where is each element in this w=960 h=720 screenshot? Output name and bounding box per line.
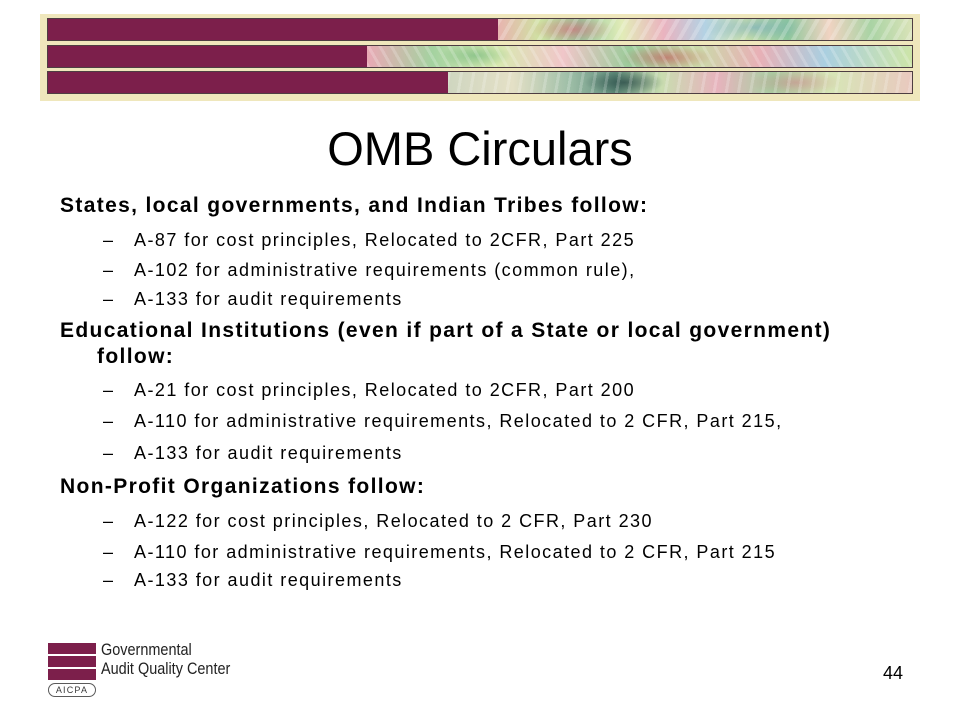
bullet-dash: – [103, 511, 114, 531]
logo-text-line2: Audit Quality Center [101, 659, 231, 678]
slide-title: OMB Circulars [327, 122, 633, 175]
logo-stripe [48, 643, 96, 654]
page-number: 44 [883, 663, 904, 683]
bullet-text: A-21 for cost principles, Relocated to 2CFR, Part 200 [134, 380, 636, 400]
bullet-text: A-102 for administrative requirements (common rule), [134, 260, 636, 280]
bullet-dash: – [103, 411, 114, 431]
header-banner [40, 14, 920, 101]
bullet-dash: – [103, 230, 114, 250]
logo-stripe [48, 656, 96, 667]
bullet-item [103, 410, 783, 432]
banner-bar [47, 18, 913, 41]
banner-bar [47, 45, 913, 68]
bullet-item [103, 510, 653, 532]
banner-maroon-segment [48, 46, 367, 67]
bullet-text: A-110 for administrative requirements, Relocated to 2 CFR, Part 215 [134, 542, 777, 562]
bullet-text: A-110 for administrative requirements, Relocated to 2 CFR, Part 215, [134, 411, 783, 431]
bullet-item [103, 442, 403, 464]
bullet-dash: – [103, 260, 114, 280]
bullet-text: A-133 for audit requirements [134, 570, 403, 590]
banner-collage-image [448, 72, 912, 93]
bullet-text: A-87 for cost principles, Relocated to 2CFR, Part 225 [134, 230, 636, 250]
bullet-item [103, 541, 776, 563]
banner-maroon-segment [48, 72, 448, 93]
banner-collage-image [498, 19, 912, 40]
bullet-dash: – [103, 542, 114, 562]
banner-collage-image [367, 46, 912, 67]
section-heading: States, local governments, and Indian Tribes follow: [60, 194, 649, 217]
logo-stripe [48, 669, 96, 680]
bullet-item [103, 259, 636, 281]
banner-bar [47, 71, 913, 94]
bullet-text: A-133 for audit requirements [134, 289, 403, 309]
bullet-item [103, 569, 403, 591]
bullet-item [103, 379, 635, 401]
bullet-item [103, 288, 403, 310]
aicpa-badge: AICPA [48, 683, 96, 697]
section-heading: Non-Profit Organizations follow: [60, 475, 426, 498]
bullet-dash: – [103, 289, 114, 309]
bullet-text: A-133 for audit requirements [134, 443, 403, 463]
bullet-item [103, 229, 635, 251]
bullet-dash: – [103, 443, 114, 463]
banner-maroon-segment [48, 19, 498, 40]
bullet-dash: – [103, 570, 114, 590]
bullet-text: A-122 for cost principles, Relocated to 2 CFR, Part 230 [134, 511, 653, 531]
logo-text-line1: Governmental [101, 640, 192, 659]
section-heading: Educational Institutions (even if part of a State or local government) follow: [60, 319, 832, 368]
bullet-dash: – [103, 380, 114, 400]
